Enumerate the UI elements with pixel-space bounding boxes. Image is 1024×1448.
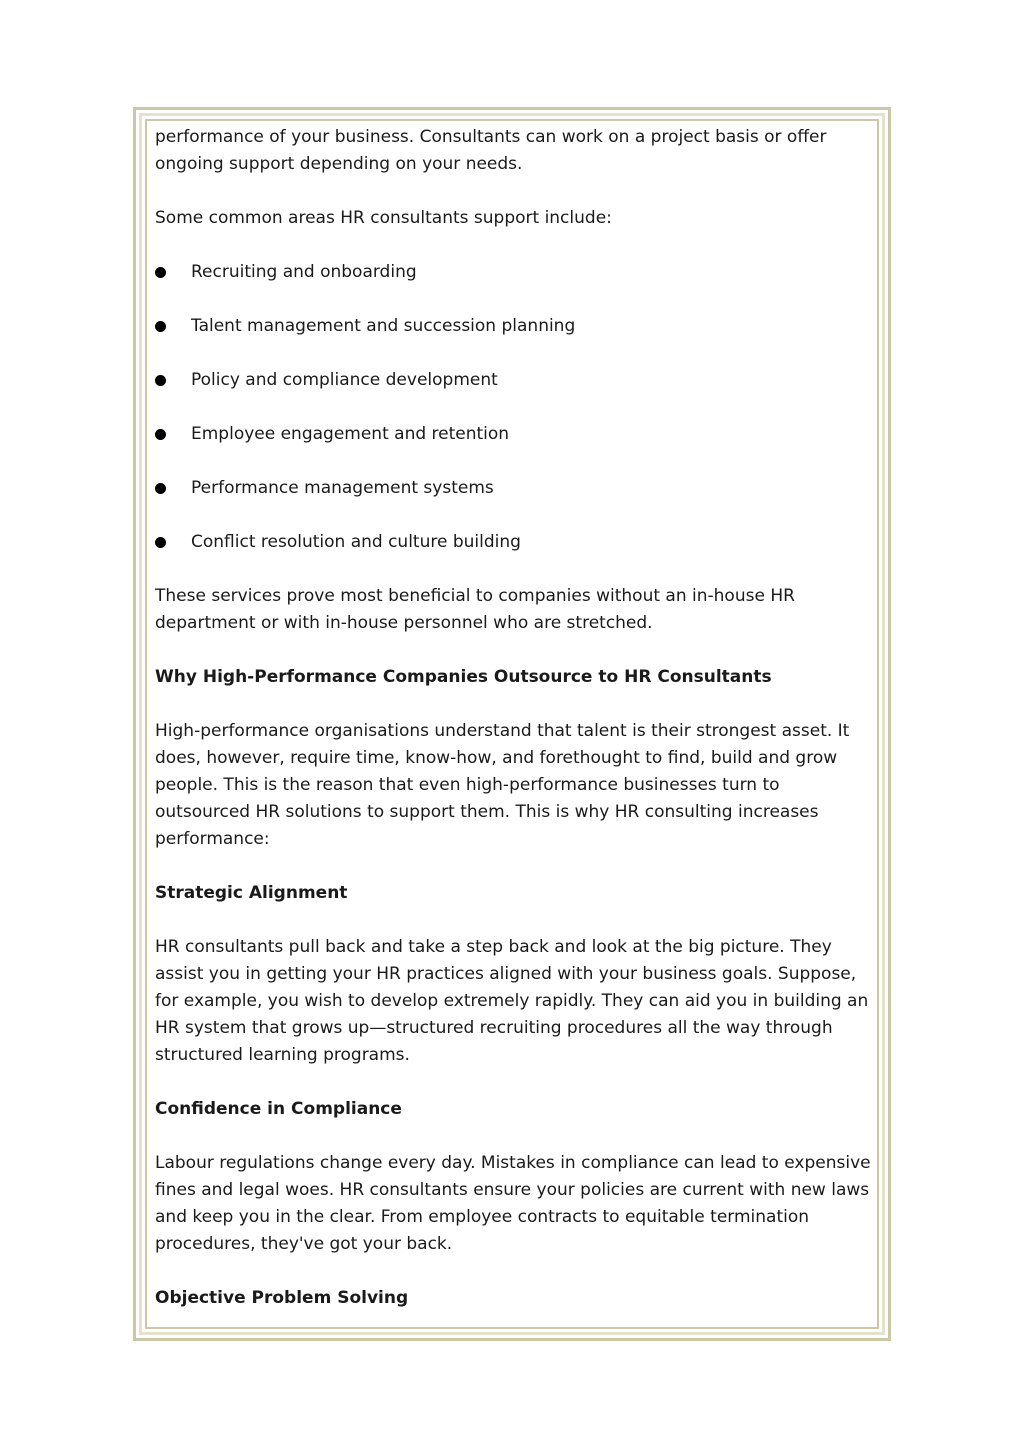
list-item — [155, 313, 871, 340]
bullet-icon — [155, 267, 166, 278]
bullet-icon — [155, 483, 166, 494]
bullet-icon — [155, 537, 166, 548]
compliance-paragraph: Labour regulations change every day. Mistakes in compliance can lead to expensive fines and legal woes. HR consultants ensure your policies are current with new laws and keep you in the clear. From employee contracts to equitable termination procedures, they've got your back. — [155, 1153, 871, 1254]
document-body — [155, 124, 871, 1339]
heading-strategic-alignment: Strategic Alignment — [155, 883, 348, 903]
list-item — [155, 475, 871, 502]
bullet-icon — [155, 429, 166, 440]
intro-paragraph: performance of your business. Consultants can work on a project basis or offer ongoing support depending on your needs. — [155, 127, 827, 174]
heading-objective-problem-solving: Objective Problem Solving — [155, 1288, 409, 1308]
heading-compliance: Confidence in Compliance — [155, 1099, 402, 1119]
list-item-text: Employee engagement and retention — [191, 424, 510, 444]
list-item-text: Conflict resolution and culture building — [191, 532, 521, 552]
bullet-icon — [155, 375, 166, 386]
why-paragraph: High-performance organisations understand that talent is their strongest asset. It does, however, require time, know-how, and forethought to find, build and grow people. This is the reason that even high-performance businesses turn to outsourced HR solutions to support them. This is why HR consulting increases performance: — [155, 721, 850, 849]
heading-why-outsource: Why High-Performance Companies Outsource to HR Consultants — [155, 667, 772, 687]
list-item-text: Performance management systems — [191, 478, 494, 498]
list-item-text: Recruiting and onboarding — [191, 262, 417, 282]
areas-intro: Some common areas HR consultants support include: — [155, 208, 612, 228]
services-paragraph: These services prove most beneficial to companies without an in-house HR department or with in-house personnel who are stretched. — [155, 586, 795, 633]
list-item — [155, 529, 871, 556]
list-item-text: Talent management and succession planning — [191, 316, 576, 336]
list-item-text: Policy and compliance development — [191, 370, 498, 390]
bullet-icon — [155, 321, 166, 332]
strategic-paragraph: HR consultants pull back and take a step back and look at the big picture. They assist you in getting your HR practices aligned with your business goals. Suppose, for example, you wish to develop extremely rapidly. They can aid you in building an HR system that grows up—structured recruiting procedures all the way through structured learning programs. — [155, 937, 869, 1065]
list-item — [155, 421, 871, 448]
list-item — [155, 367, 871, 394]
list-item — [155, 259, 871, 286]
areas-list — [155, 259, 871, 556]
